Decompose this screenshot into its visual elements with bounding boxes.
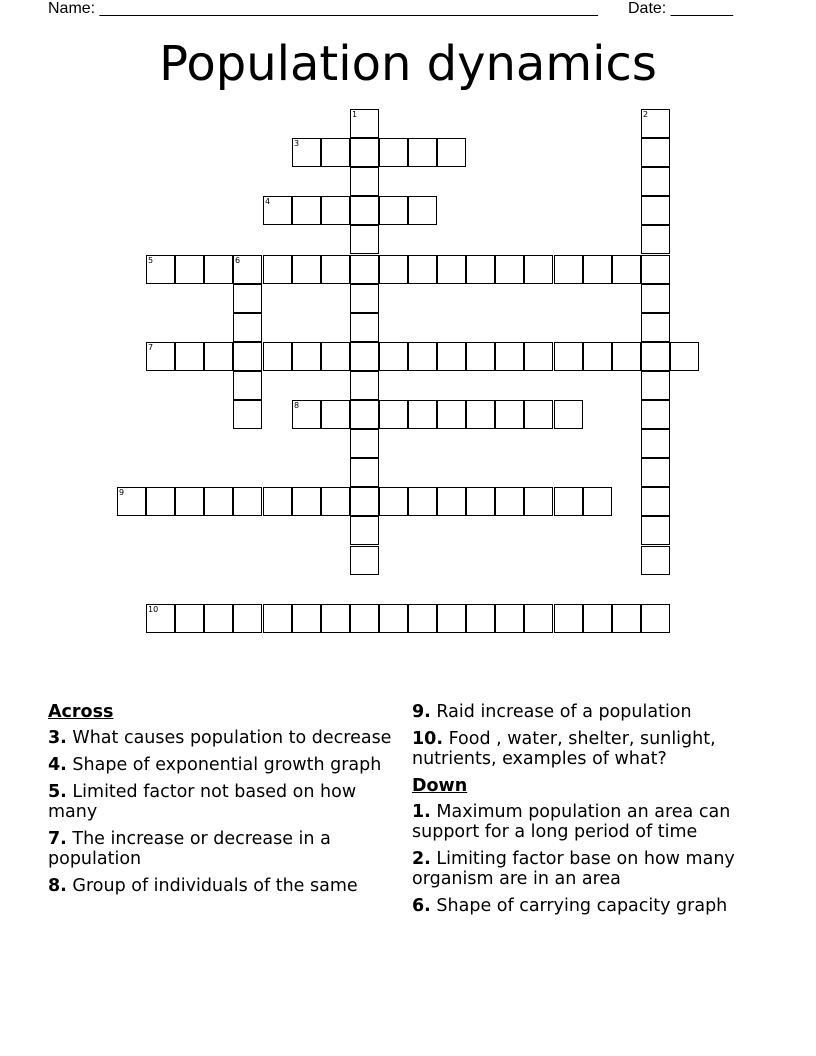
grid-cell[interactable] <box>408 604 437 633</box>
clue-across-9: 9. Raid increase of a population <box>412 702 692 722</box>
grid-cell[interactable] <box>350 284 379 313</box>
down-heading: Down <box>412 776 468 796</box>
grid-cell[interactable] <box>321 400 350 429</box>
clue-across-3: 3. What causes population to decrease <box>48 728 392 748</box>
grid-cell[interactable] <box>233 342 262 371</box>
grid-cell[interactable] <box>204 604 233 633</box>
grid-cell[interactable] <box>350 313 379 342</box>
grid-cell[interactable] <box>554 400 583 429</box>
grid-cell[interactable] <box>263 196 292 225</box>
across-heading: Across <box>48 702 114 722</box>
grid-cell[interactable] <box>146 255 175 284</box>
grid-cell[interactable] <box>292 255 321 284</box>
grid-cell[interactable] <box>641 167 670 196</box>
grid-cell[interactable] <box>350 516 379 545</box>
grid-cell[interactable] <box>379 342 408 371</box>
grid-cell[interactable] <box>379 604 408 633</box>
grid-cell[interactable] <box>263 604 292 633</box>
grid-cell[interactable] <box>495 400 524 429</box>
grid-cell[interactable] <box>437 400 466 429</box>
grid-cell[interactable] <box>204 255 233 284</box>
grid-cell[interactable] <box>495 487 524 516</box>
grid-cell[interactable] <box>466 604 495 633</box>
grid-cell[interactable] <box>292 138 321 167</box>
clue-across-5: 5. Limited factor not based on how many <box>48 782 357 822</box>
grid-cell[interactable] <box>379 255 408 284</box>
grid-cell[interactable] <box>641 109 670 138</box>
grid-cell[interactable] <box>437 487 466 516</box>
grid-cell[interactable] <box>612 342 641 371</box>
grid-cell[interactable] <box>146 604 175 633</box>
grid-cell[interactable] <box>524 342 553 371</box>
grid-cell[interactable] <box>350 167 379 196</box>
grid-cell[interactable] <box>233 400 262 429</box>
grid-cell[interactable] <box>292 342 321 371</box>
clue-down-6: 6. Shape of carrying capacity graph <box>412 896 728 916</box>
clues-column-right <box>412 702 772 923</box>
grid-cell[interactable] <box>466 400 495 429</box>
grid-cell[interactable] <box>641 255 670 284</box>
grid-cell[interactable] <box>641 516 670 545</box>
grid-cell[interactable] <box>233 284 262 313</box>
grid-cell[interactable] <box>495 342 524 371</box>
grid-cell[interactable] <box>350 400 379 429</box>
grid-cell[interactable] <box>292 604 321 633</box>
clue-number-label: 3 <box>294 139 300 148</box>
grid-cell[interactable] <box>350 255 379 284</box>
grid-cell[interactable] <box>437 604 466 633</box>
grid-cell[interactable] <box>175 487 204 516</box>
grid-cell[interactable] <box>175 604 204 633</box>
clue-number-label: 6 <box>235 256 241 265</box>
grid-cell[interactable] <box>641 458 670 487</box>
grid-cell[interactable] <box>408 487 437 516</box>
clue-number-label: 5 <box>148 256 154 265</box>
grid-cell[interactable] <box>233 604 262 633</box>
clues-column-left <box>48 702 398 903</box>
grid-cell[interactable] <box>641 196 670 225</box>
grid-cell[interactable] <box>292 400 321 429</box>
grid-cell[interactable] <box>321 342 350 371</box>
grid-cell[interactable] <box>175 255 204 284</box>
date-field[interactable]: Date: _______ <box>628 0 733 17</box>
grid-cell[interactable] <box>670 342 699 371</box>
grid-cell[interactable] <box>350 458 379 487</box>
grid-cell[interactable] <box>466 255 495 284</box>
grid-cell[interactable] <box>612 255 641 284</box>
grid-cell[interactable] <box>554 487 583 516</box>
grid-cell[interactable] <box>408 138 437 167</box>
clue-number-label: 10 <box>148 605 159 614</box>
grid-cell[interactable] <box>350 429 379 458</box>
clue-number-label: 7 <box>148 343 154 352</box>
grid-cell[interactable] <box>408 400 437 429</box>
grid-cell[interactable] <box>350 196 379 225</box>
grid-cell[interactable] <box>146 342 175 371</box>
grid-cell[interactable] <box>524 400 553 429</box>
grid-cell[interactable] <box>379 487 408 516</box>
grid-cell[interactable] <box>350 546 379 575</box>
grid-cell[interactable] <box>233 371 262 400</box>
clue-number-label: 8 <box>294 401 300 410</box>
grid-cell[interactable] <box>583 487 612 516</box>
grid-cell[interactable] <box>408 196 437 225</box>
grid-cell[interactable] <box>641 342 670 371</box>
grid-cell[interactable] <box>292 196 321 225</box>
grid-cell[interactable] <box>583 604 612 633</box>
grid-cell[interactable] <box>321 604 350 633</box>
grid-cell[interactable] <box>641 604 670 633</box>
grid-cell[interactable] <box>379 400 408 429</box>
grid-cell[interactable] <box>583 255 612 284</box>
grid-cell[interactable] <box>321 138 350 167</box>
grid-cell[interactable] <box>379 138 408 167</box>
grid-cell[interactable] <box>466 342 495 371</box>
grid-cell[interactable] <box>524 487 553 516</box>
clue-across-10: 10. Food , water, shelter, sunlight, nutrients, examples of what? <box>412 729 716 769</box>
grid-cell[interactable] <box>641 313 670 342</box>
grid-cell[interactable] <box>263 487 292 516</box>
grid-cell[interactable] <box>641 546 670 575</box>
grid-cell[interactable] <box>117 487 146 516</box>
grid-cell[interactable] <box>321 487 350 516</box>
grid-cell[interactable] <box>437 255 466 284</box>
grid-cell[interactable] <box>495 604 524 633</box>
grid-cell[interactable] <box>466 487 495 516</box>
clue-number-label: 1 <box>352 110 358 119</box>
grid-cell[interactable] <box>641 225 670 254</box>
grid-cell[interactable] <box>350 487 379 516</box>
clue-number-label: 4 <box>265 197 271 206</box>
grid-cell[interactable] <box>554 255 583 284</box>
clue-down-2: 2. Limiting factor base on how many organism are in an area <box>412 849 735 889</box>
grid-cell[interactable] <box>408 255 437 284</box>
grid-cell[interactable] <box>554 342 583 371</box>
grid-cell[interactable] <box>233 255 262 284</box>
grid-cell[interactable] <box>233 313 262 342</box>
grid-cell[interactable] <box>263 255 292 284</box>
grid-cell[interactable] <box>292 487 321 516</box>
clue-number-label: 2 <box>643 110 649 119</box>
grid-cell[interactable] <box>321 196 350 225</box>
grid-cell[interactable] <box>263 342 292 371</box>
grid-cell[interactable] <box>641 487 670 516</box>
clue-number-label: 9 <box>119 488 125 497</box>
name-field[interactable]: Name: ________________________________________________________ <box>48 0 598 17</box>
clue-across-4: 4. Shape of exponential growth graph <box>48 755 382 775</box>
clue-down-1: 1. Maximum population an area can support for a long period of time <box>412 802 731 842</box>
grid-cell[interactable] <box>554 604 583 633</box>
grid-cell[interactable] <box>641 429 670 458</box>
grid-cell[interactable] <box>437 342 466 371</box>
grid-cell[interactable] <box>321 255 350 284</box>
grid-cell[interactable] <box>612 604 641 633</box>
grid-cell[interactable] <box>524 255 553 284</box>
grid-cell[interactable] <box>350 109 379 138</box>
grid-cell[interactable] <box>437 138 466 167</box>
grid-cell[interactable] <box>146 487 175 516</box>
grid-cell[interactable] <box>350 225 379 254</box>
grid-cell[interactable] <box>350 371 379 400</box>
grid-cell[interactable] <box>408 342 437 371</box>
grid-cell[interactable] <box>233 487 262 516</box>
grid-cell[interactable] <box>204 487 233 516</box>
page-title: Population dynamics <box>159 36 657 92</box>
grid-cell[interactable] <box>583 342 612 371</box>
grid-cell[interactable] <box>641 138 670 167</box>
grid-cell[interactable] <box>204 342 233 371</box>
grid-cell[interactable] <box>350 604 379 633</box>
grid-cell[interactable] <box>641 284 670 313</box>
grid-cell[interactable] <box>524 604 553 633</box>
clue-across-7: 7. The increase or decrease in a population <box>48 829 331 869</box>
grid-cell[interactable] <box>641 400 670 429</box>
grid-cell[interactable] <box>641 371 670 400</box>
grid-cell[interactable] <box>495 255 524 284</box>
grid-cell[interactable] <box>350 342 379 371</box>
clue-across-8: 8. Group of individuals of the same <box>48 876 358 896</box>
grid-cell[interactable] <box>379 196 408 225</box>
grid-cell[interactable] <box>350 138 379 167</box>
grid-cell[interactable] <box>175 342 204 371</box>
